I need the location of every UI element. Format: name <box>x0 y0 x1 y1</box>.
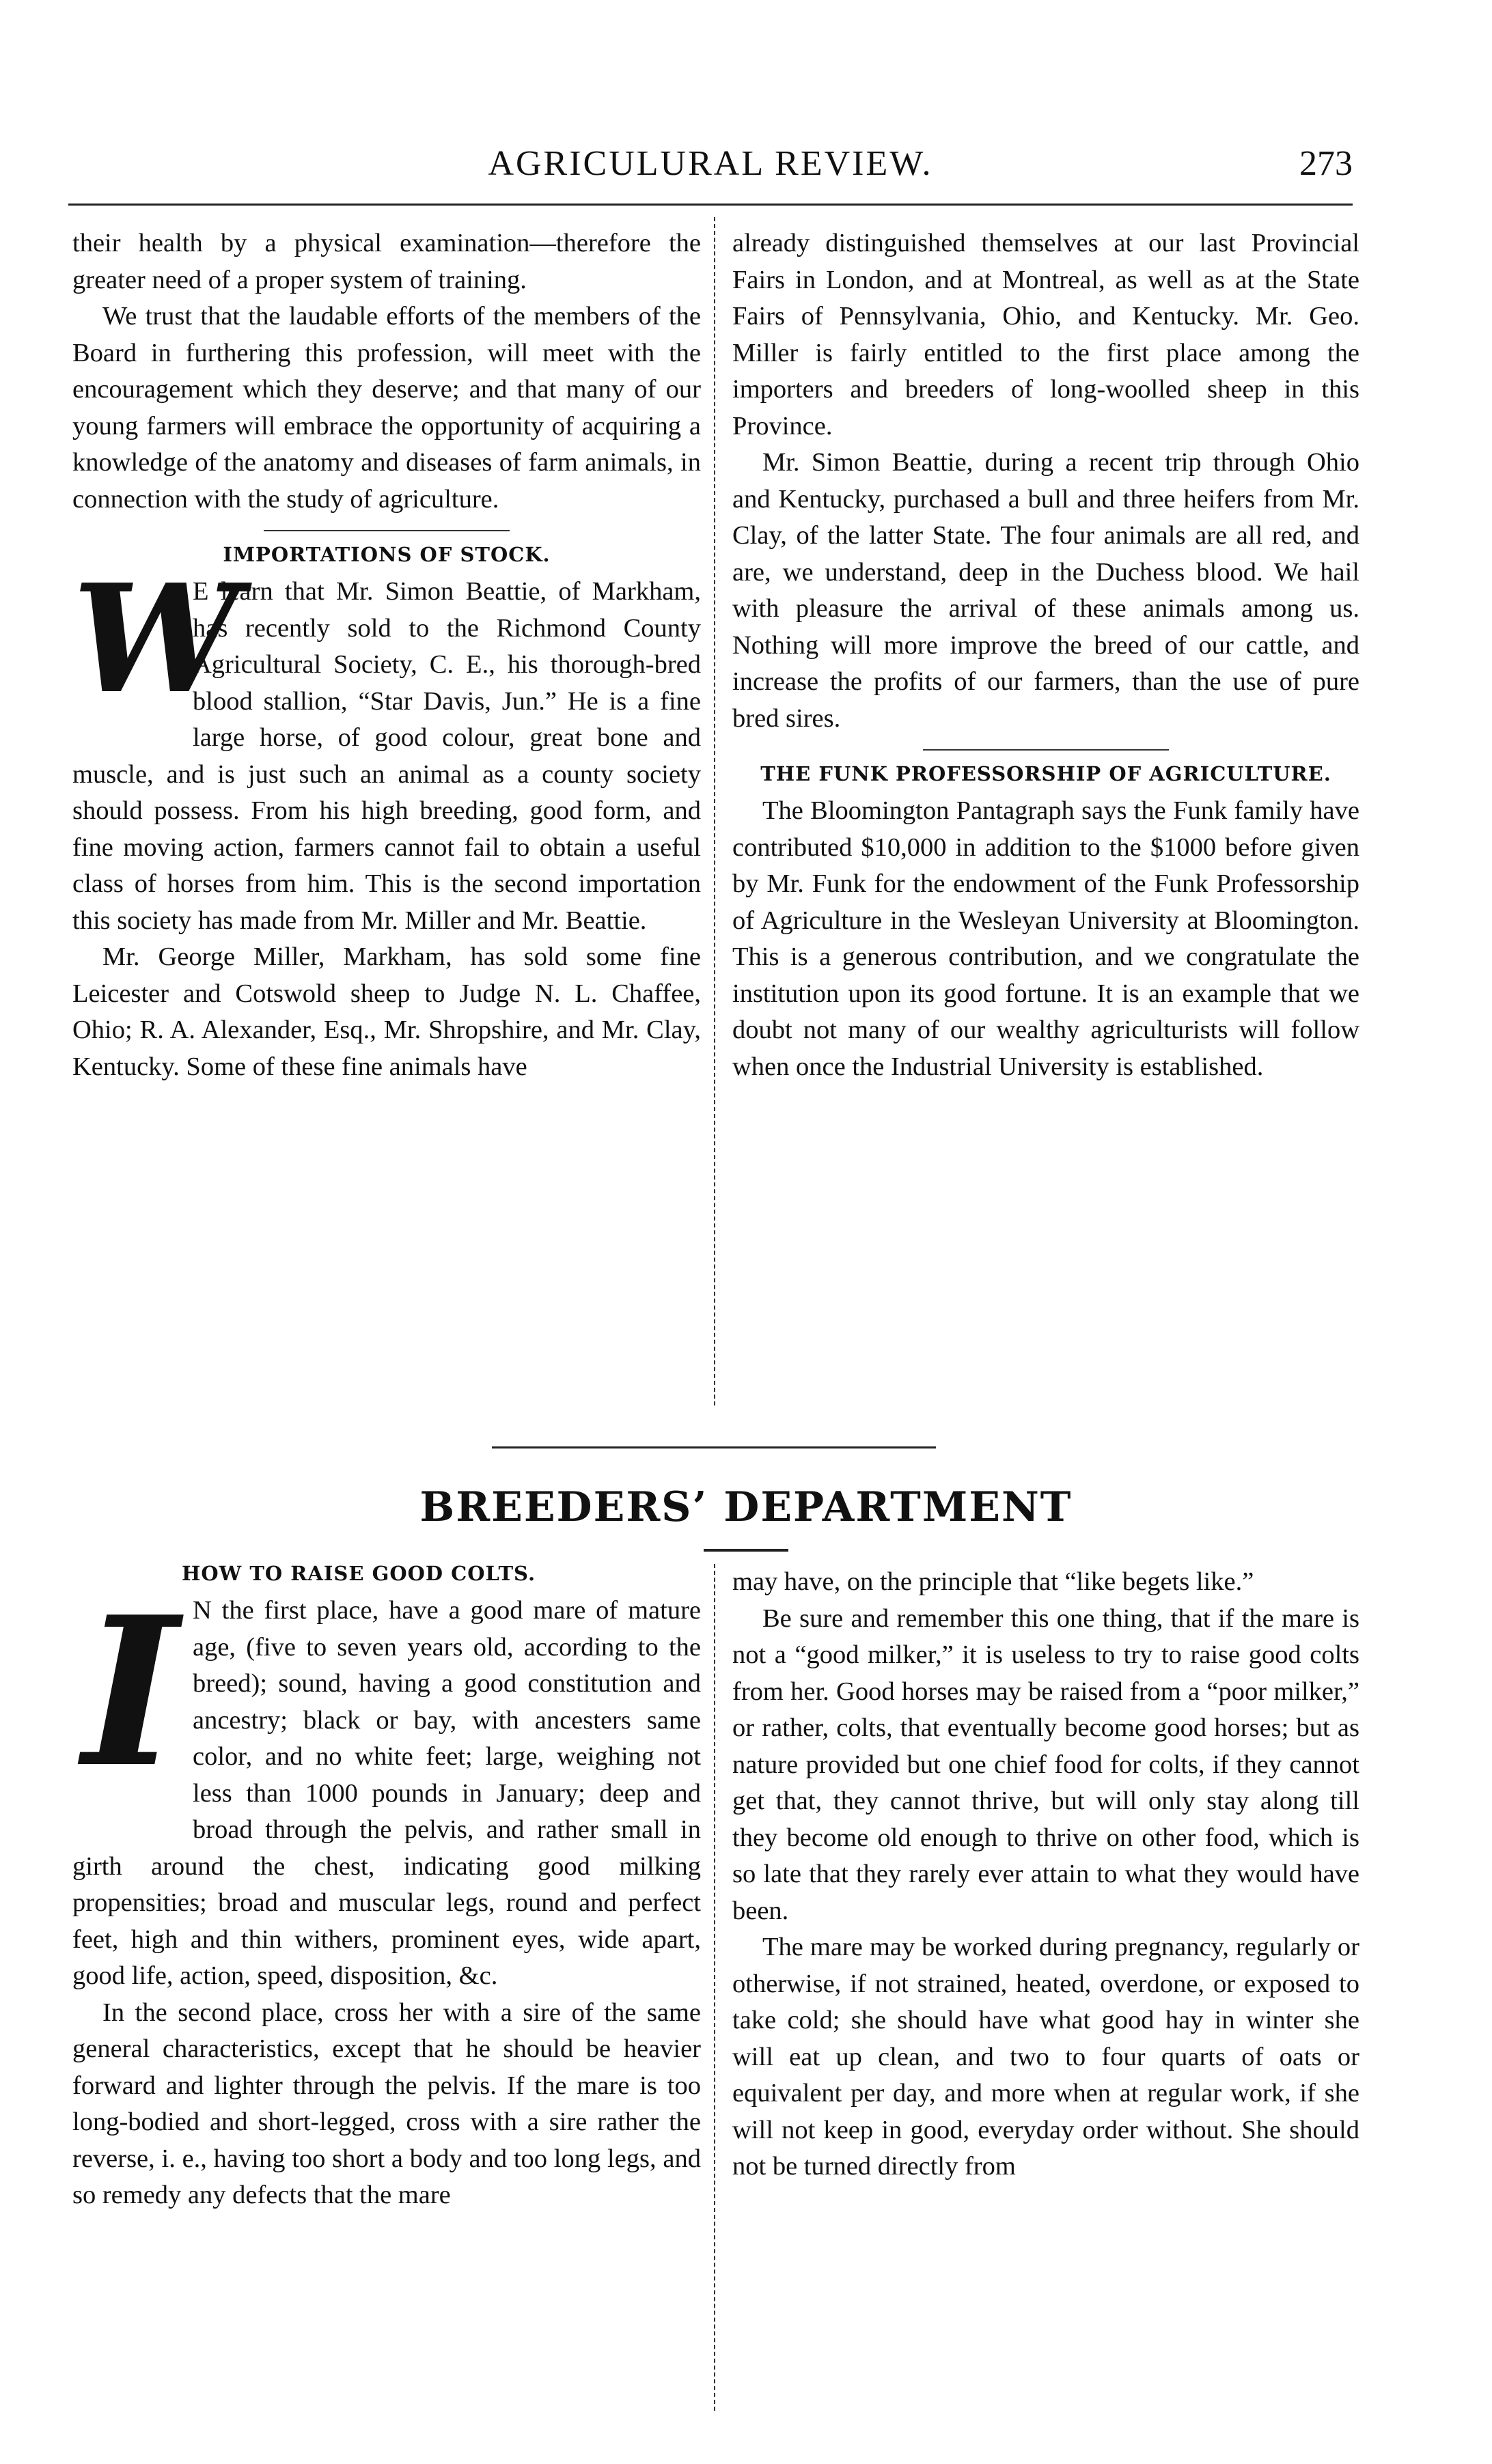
paragraph: The Bloomington Pantagraph says the Funk family have contributed $10,000 in addition to the $1000 before given by Mr. Funk for the endowment of the Funk Professorship of Agriculture in the Wesleyan University at Bloomington. This is a generous contribution, and we congratulate the institution upon its good fortune. It is an example that we doubt not many of our wealthy agriculturists will follow when once the Industrial University is established. <box>732 796 1359 1081</box>
paragraph: Mr. Simon Beattie, during a recent trip through Ohio and Kentucky, purchased a bull and three heifers from Mr. Clay, of the latter State. The four animals are all red, and are, we understand, deep in the Duchess blood. We hail with pleasure the arrival of these animals among us. Nothing will more improve the breed of our cattle, and increase the profits of our farmers, than the use of pure bred sires. <box>732 448 1359 733</box>
dropcap-ornament: W <box>72 552 240 727</box>
bottom-left-column <box>72 1558 701 2214</box>
header-rule <box>68 204 1353 206</box>
paragraph: In the second place, cross her with a sire of the same general characteristics, except that he should be heavier forward and lighter through the pelvis. If the mare is too long-bodied and short-legged, cross with a sire rather the reverse, i. e., having too short a body and too long legs, and so remedy any defects that the mare <box>72 1998 701 2209</box>
funk-heading: THE FUNK PROFESSORSHIP OF AGRICULTURE. <box>760 762 1331 785</box>
paragraph: Mr. George Miller, Markham, has sold some fine Leicester and Cotswold sheep to Judge N. L. Chaffee, Ohio; R. A. Alexander, Esq., Mr. Shropshire, and Mr. Clay, Kentucky. Some of these fine animals have <box>72 942 701 1081</box>
section-divider <box>264 530 510 531</box>
section-divider <box>923 749 1169 751</box>
column-rule <box>714 1564 715 2411</box>
page-number: 273 <box>1299 144 1353 183</box>
paragraph: N the first place, have a good mare of mature age, (five to seven years old, according to the breed); sound, having a good constitution and ancestry; black or bay, with ancesters same color, and no white feet; large, weighing not less than 1000 pounds in January; deep and broad through the pelvis, and rather small in girth around the chest, indicating good milking propensities; broad and muscular legs, round and perfect feet, high and thin withers, prominent eyes, wide apart, good life, action, speed, disposition, &c. <box>72 1596 701 1990</box>
department-rule <box>492 1446 936 1448</box>
importations-heading: IMPORTATIONS OF STOCK. <box>223 543 551 566</box>
paragraph: already distinguished themselves at our last Provincial Fairs in London, and at Montreal, as well as at the State Fairs of Pennsylvania, Ohio, and Kentucky. Mr. Geo. Miller is fairly entitled to the first place among the importers and breeders of long-woolled sheep in this Province. <box>732 229 1359 440</box>
paragraph: their health by a physical examination—therefore the greater need of a proper system of training. <box>72 229 701 294</box>
paragraph: We trust that the laudable efforts of the members of the Board in furthering this profession, will meet with the encouragement which they deserve; and that many of our young farmers will embrace the opportunity of acquiring a knowledge of the anatomy and diseases of farm animals, in connection with the study of agriculture. <box>72 302 701 514</box>
dropcap-ornament: I <box>82 1571 179 1812</box>
paragraph: E learn that Mr. Simon Beattie, of Markham, has recently sold to the Richmond County Agricultural Society, C. E., his thorough-bred blood stallion, “Star Davis, Jun.” He is a fine large horse, of good colour, great bone and muscle, and is just such an animal as a county society should possess. From his high breeding, good form, and fine moving action, farmers cannot fail to obtain a useful class of horses from him. This is the second importation this society has made from Mr. Miller and Mr. Beattie. <box>72 577 701 935</box>
paragraph: The mare may be worked during pregnancy, regularly or otherwise, if not strained, heated, overdone, or exposed to take cold; she should have what good hay in winter she will eat up clean, and two to four quarts of oats or equivalent per day, and more when at regular work, if she will not keep in good, everyday order without. She should not be turned directly from <box>732 1933 1359 2181</box>
paragraph: may have, on the principle that “like begets like.” <box>732 1567 1254 1596</box>
colts-heading: HOW TO RAISE GOOD COLTS. <box>182 1562 536 1585</box>
running-title: AGRICULURAL REVIEW. <box>488 144 933 183</box>
department-title: BREEDERS’ DEPARTMENT <box>419 1483 1073 1531</box>
top-right-column <box>732 225 1359 1085</box>
top-left-column <box>72 225 701 1085</box>
column-rule <box>714 217 715 1405</box>
department-underline <box>704 1549 788 1552</box>
bottom-right-column <box>732 1564 1359 2185</box>
running-head <box>68 137 1353 191</box>
paragraph: Be sure and remember this one thing, that if the mare is not a “good milker,” it is useless to try to raise good colts from her. Good horses may be raised from a “poor milker,” or rather, colts, that eventually become good horses; but as nature provided but one chief food for colts, if they cannot get that, they cannot thrive, but will only stay along till they become old enough to thrive on other food, which is so late that they rarely ever attain to what they would have been. <box>732 1604 1359 1925</box>
